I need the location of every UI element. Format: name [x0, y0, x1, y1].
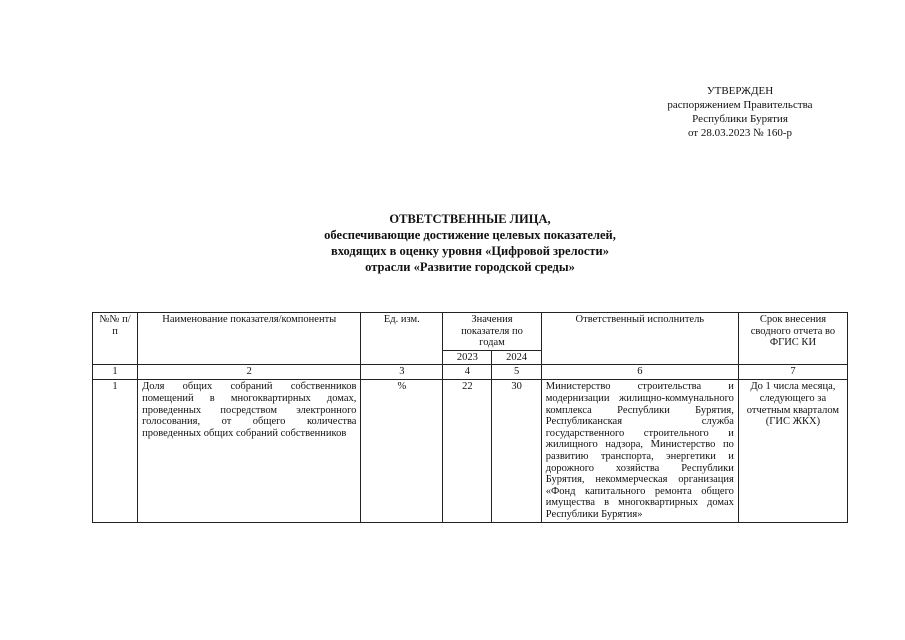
row-deadline: До 1 числа месяца, следующего за отчетным кварталом	[746, 381, 840, 416]
header-values-group: Значения показателя по годам	[443, 313, 542, 351]
row-deadline-cell	[738, 380, 847, 522]
title-line-1: ОТВЕТСТВЕННЫЕ ЛИЦА,	[389, 212, 551, 226]
title-line-2: обеспечивающие достижение целевых показателей,	[324, 228, 616, 242]
row-value-2024: 30	[492, 380, 541, 522]
row-deadline-note: (ГИС ЖКХ)	[765, 416, 821, 428]
approval-order: распоряжением Правительства	[667, 99, 813, 111]
responsible-persons-table	[92, 312, 848, 523]
title-line-3: входящих в оценку уровня «Цифровой зрелости»	[331, 244, 609, 258]
approval-republic: Республики Бурятия	[692, 113, 788, 125]
approval-date: от 28.03.2023 № 160-р	[687, 127, 793, 139]
header-executor: Ответственный исполнитель	[541, 313, 738, 365]
row-value-2023: 22	[443, 380, 492, 522]
header-year-2023: 2023	[443, 350, 492, 365]
row-unit: %	[361, 380, 443, 522]
row-executor: Министерство строительства и модернизации жилищно-коммунального комплекса Республики Бурятия, Республиканская служба государственного строительного и жилищного надзора, Министерство по развитию транспорта, энергетики и дорожного хозяйства Республики Бурятия, некоммерческая организация «Фонд капитального ремонта общего имущества в многоквартирных домах Республики Бурятия»	[541, 380, 738, 522]
table-row	[93, 380, 848, 522]
row-indicator-name: Доля общих собраний собственников помещений в многоквартирных домах, проведенных посредством электронного голосования, от общего количества проведенных общих собраний собственников	[138, 380, 361, 522]
header-name: Наименование показателя/компоненты	[138, 313, 361, 365]
approval-block	[590, 84, 890, 140]
column-number: 5	[492, 365, 541, 380]
column-number: 7	[738, 365, 847, 380]
header-year-2024: 2024	[492, 350, 541, 365]
column-number: 6	[541, 365, 738, 380]
title-line-4: отрасли «Развитие городской среды»	[365, 260, 575, 274]
column-number: 1	[93, 365, 138, 380]
column-numbers-row	[93, 365, 848, 380]
row-num: 1	[93, 380, 138, 522]
header-unit: Ед. изм.	[361, 313, 443, 365]
document-title	[180, 211, 760, 275]
column-number: 3	[361, 365, 443, 380]
header-deadline: Срок внесения сводного отчета во ФГИС КИ	[738, 313, 847, 365]
header-num: №№ п/п	[93, 313, 138, 365]
approval-heading: УТВЕРЖДЕН	[706, 85, 774, 97]
column-number: 2	[138, 365, 361, 380]
column-number: 4	[443, 365, 492, 380]
